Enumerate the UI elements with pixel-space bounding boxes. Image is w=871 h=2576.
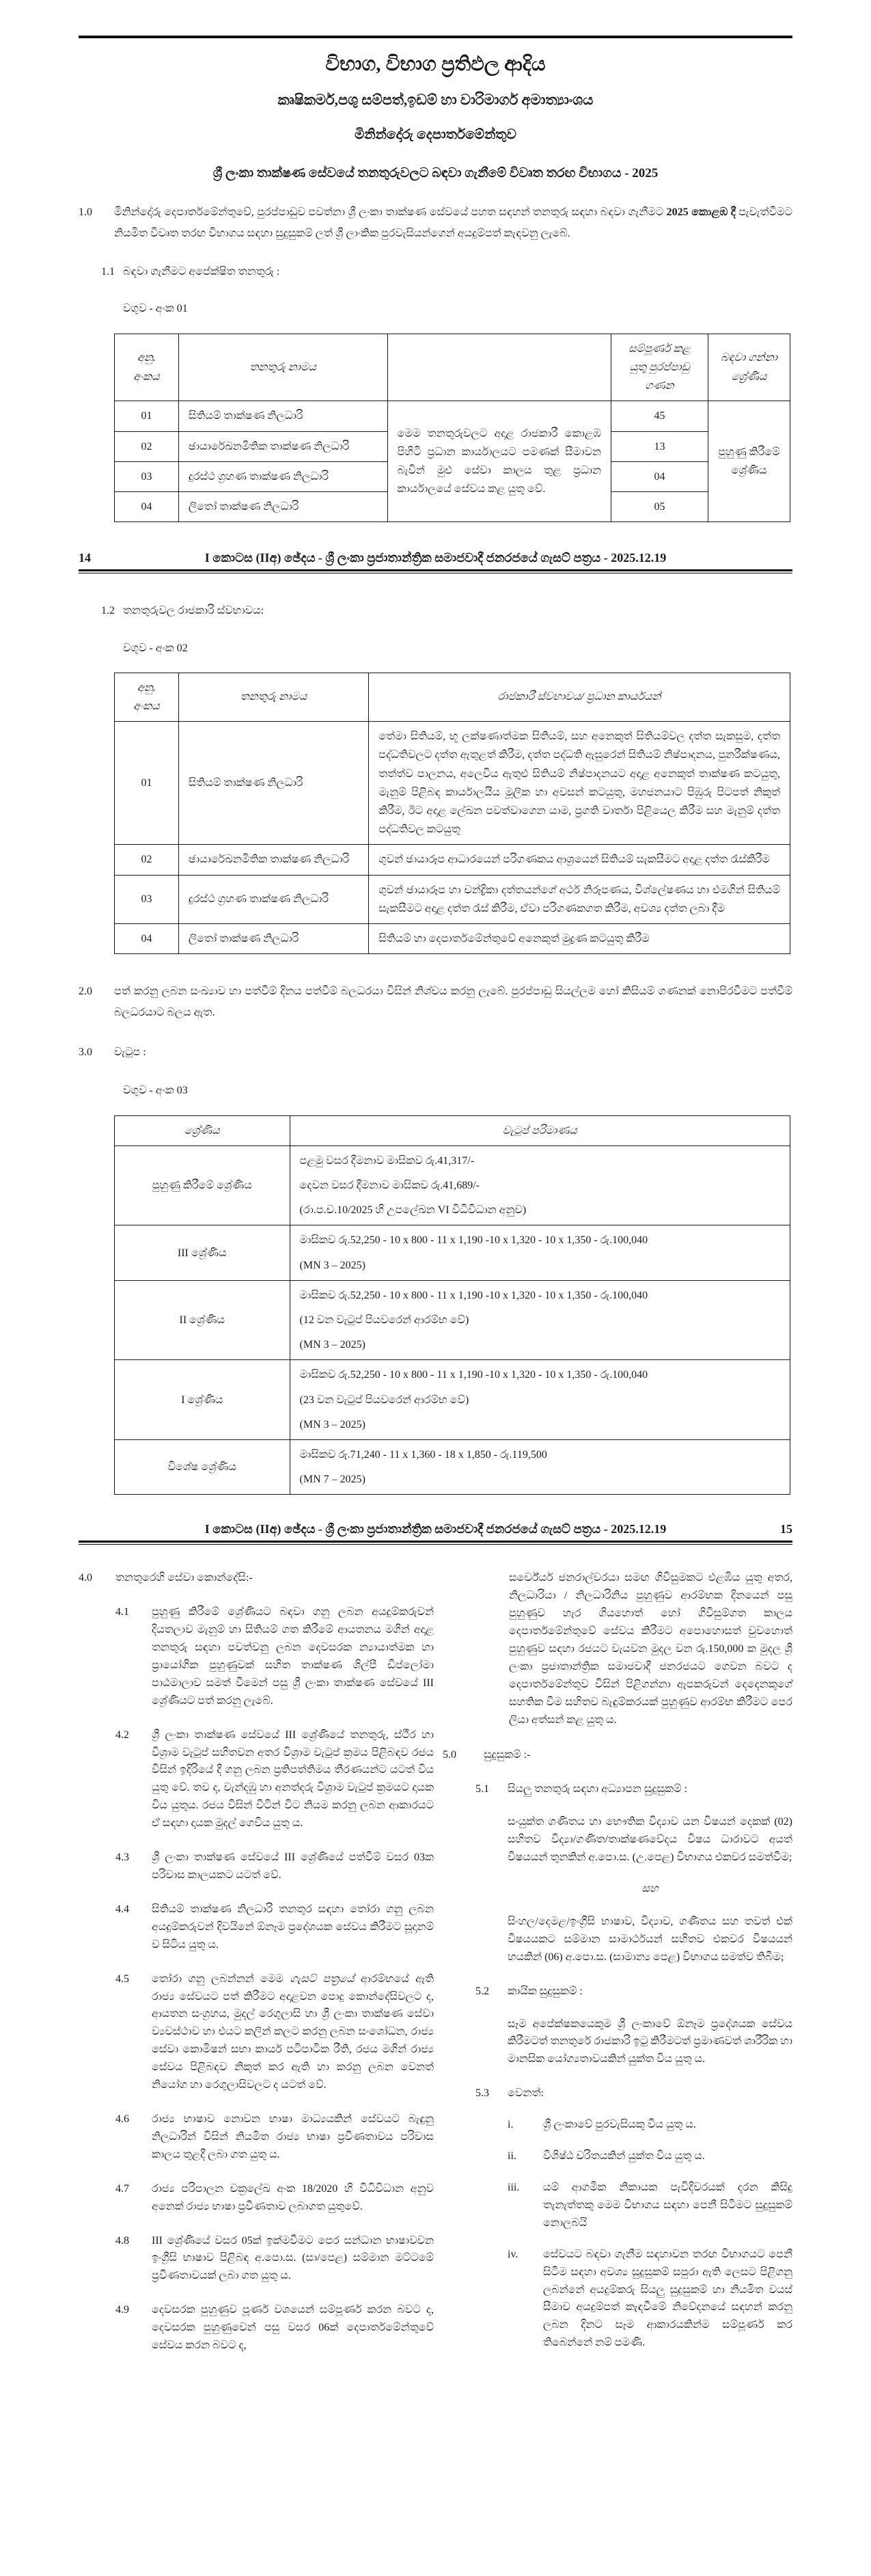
section-number: 5.2 — [475, 1985, 489, 1997]
section-4-0-label: තනතුරෙහි සේවා කොන්දේසි:- — [115, 1572, 253, 1584]
col-header-salary-scale: වැටුප් පරිමාණය — [290, 1115, 790, 1145]
col-header-empty — [387, 334, 611, 401]
salary-line: (MN 3 – 2025) — [299, 1418, 365, 1431]
left-column — [79, 1569, 434, 2355]
salary-line: මාසිකව රු.52,250 - 10 x 800 - 11 x 1,190 -10 x 1,320 - 10 x 1,350 - රු.100,040 — [299, 1234, 648, 1247]
table-row — [115, 1145, 790, 1225]
col-header-duties: රාජකාරී ස්වභාවය/ ප්‍රධාන කාර්යයන් — [369, 673, 790, 721]
table-row — [115, 401, 790, 431]
section-4-1 — [115, 1603, 434, 1709]
section-5-3 — [475, 2085, 792, 2102]
section-5-0-label: සුදුසුකම් :- — [484, 1749, 531, 1761]
cell-duties: ගුවන් ඡායාරූප හා චන්ද්‍රිකා දත්තයන්ගේ අර්ථ නිරූපණය, විශ්ලේෂණය හා එමගින් සිතියම් සැකසීමට අදාළ දත්ත රැස් කිරීම, ඒවා පරිගණකගත කිරීම, අවශ්‍ය දත්ත ලබා දීම — [369, 875, 790, 923]
section-number: 4.3 — [115, 1852, 129, 1864]
section-text: රාජ්‍ය භාෂාව නොවන භාෂා මාධ්‍යයකින් සේවයට බැඳුනු නිලධාරින් විසින් නියමිත රාජ්‍ය භාෂා ප්‍රවීණතාවය පරිවාස කාලය තුළදී ලබා ගත යුතු ය. — [152, 2113, 434, 2160]
vacancies-table — [114, 334, 790, 522]
section-3-0 — [79, 1042, 792, 1063]
list-item-ii — [508, 2147, 792, 2165]
cell-duties: තේමා සිතියම්, භූ ලක්ෂණාත්මක සිතියම්, සහ අනෙකුත් සිතියම්වල දත්ත සැකසුම, දත්ත පද්ධතිවලට දත්ත ඇතුළත් කිරීම, දත්ත පද්ධති ඇසුරෙන් සිතියම් නිෂ්පාදනය, පුනරීක්ෂණය, තත්ත්ව පාලනය, අලෙවිය ඇතුළු සිතියම් නිෂ්පාදනයට අදාළ අනෙකුත් තාක්ෂණ කටයුතු, මැනුම් පිළිබඳ කාර්යාලයීය මූලික හා අවසන් කටයුතු, මහජනයාට පිඹුරු පිටපත් නිකුත් කිරීම, ඊට අදාළ ලේඛන පවත්වාගෙන යාම, ප්‍රගති වාර්තා පිළියෙල කිරීම සහ මැනුම් දත්ත පද්ධතිවල කටයුතු — [369, 722, 790, 845]
table-header-row — [115, 334, 790, 401]
col-header-serial: අනු. අංකය — [115, 673, 179, 721]
text-segment: මිනින්දෝරු දෙපාර්තමේන්තුවේ, පුරප්පාඩුව පවත්නා ශ්‍රී ලංකා තාක්ෂණ සේවයේ පහත සඳහන් තනතුරු සඳහා බඳවා ගැනීමට — [114, 206, 667, 219]
col-header-grade: බඳවා ගන්නා ශ්‍රේණිය — [708, 334, 790, 401]
section-number: 4.8 — [115, 2234, 129, 2247]
item-numeral: ii. — [508, 2150, 516, 2163]
section-number: 1.1 — [101, 266, 115, 278]
section-3-0-label: වැටුප : — [114, 1046, 146, 1058]
table-row — [115, 1439, 790, 1494]
section-5-0 — [443, 1746, 792, 1764]
cell-duties: සිතියම් හා දෙපාර්තමේන්තුවේ අනෙකුත් මුද්‍රණ කටයුතු කිරීම — [369, 923, 790, 953]
cell-salary — [290, 1145, 790, 1225]
section-text: දෙවසරක පුහුණුව පූර්ණ වශයෙන් සම්පූර්ණ කරන බවට ද, දෙවසරක පුහුණුවෙන් පසු වසර 06ක් දෙපාර්තමේන්තුවේ සේවය කරන බවට ද, — [152, 2304, 434, 2352]
section-5-2-label: කායික සුදුසුකම් : — [508, 1985, 583, 1997]
cell-serial: 03 — [115, 461, 179, 491]
section-4-5 — [115, 1970, 434, 2094]
section-text: රාජ්‍ය පරිපාලන චක්‍රලේඛ අංක 18/2020 හි විධිවිධාන අනුව අනෙක් රාජ්‍ය භාෂා ප්‍රවීණතාව ලබාගත යුතුවේ. — [152, 2182, 434, 2212]
table-header-row — [115, 1115, 790, 1145]
text-segment: ආරම්භයේ ඇති රාජ්‍ය සේවයට පත් කිරීමට අදාළවන පොදු කොන්දේසිවලට ද, ආයතන සංග්‍රහය, මුදල් රෙගුලාසි හා ශ්‍රී ලංකා තාක්ෂණ සේවා ව්‍යවස්ථාව හා එයට කලින් කලට කරනු ලබන සංශෝධන, රාජ්‍ය සේවා කොමිෂන් සභා කාර්ය පටිපාටික රීති, රජය මගින් රාජ්‍ය සේවය පිළිබඳව නිකුත් කර ඇති හා කරනු ලබන වෙනත් නියෝග හා රෙගුලාසිවලට ද යටත් වේ. — [152, 1972, 434, 2091]
cell-post: ලිතෝ තාක්ෂණ නිලධාරි — [178, 491, 387, 521]
section-number: 2.0 — [79, 986, 92, 998]
page-number-15: 15 — [780, 1522, 792, 1536]
gazette-header-text: I කොටස (IIඅ) ඡේදය - ශ්‍රී ලංකා ප්‍රජාතාන්ත්‍රික සමාජවාදී ජනරජයේ ගැසට් පත්‍රය - 2025.12.19 — [204, 551, 667, 565]
cell-post: ඡායාරේඛනමිතික තාක්ෂණ නිලධාරි — [178, 845, 368, 875]
salary-line: (12 වන වැටුප් පියවරෙන් ආරම්භ වේ) — [299, 1314, 469, 1327]
item-text: සේවයට බඳවා ගැනීම සඳහාවන තරඟ විභාගයට පෙනී සිටීම සඳහා අවශ්‍ය සුදුසුකම් සපුරා ඇති ලෙසට පිළිගනු ලබන්නේ අයදුම්කරු සියලු සුදුසුකම් හා නියමිත වයස් සීමාව අයදුම්පත් කැඳවීමේ නිවේදනයේ සඳහන් කරනු ලබන දිනට සෑම ආකාරයකින්ම සම්පූර්ණ කර තිබෙන්නේ නම් පමණි. — [543, 2248, 792, 2349]
cell-serial: 01 — [115, 722, 179, 845]
cell-vacancies: 13 — [611, 431, 708, 461]
italic-segment: ගැසට් පත්‍රයේ — [290, 1972, 355, 1985]
cell-serial: 02 — [115, 845, 179, 875]
section-5-1-qualification-1: සංයුක්ත ගණිතය හා භෞතික විද්‍යාව යන විෂයන් දෙකක් (02) සහිතව විද්‍යා/ගණිත/තාක්ෂණවේදය විෂය ධාරාවට අයත් විෂයයන් තුනකින් අ.පො.ස. (උ.පෙළ) විභාගය එකවර සමත්වීම; — [508, 1816, 792, 1864]
cell-post: දුරස්ථ ග්‍රහණ තාක්ෂණ නිලධාරි — [178, 461, 387, 491]
col-header-grade: ශ්‍රේණිය — [115, 1115, 290, 1145]
cell-salary — [290, 1280, 790, 1360]
section-number: 4.6 — [115, 2113, 129, 2125]
exam-title-heading: ශ්‍රී ලංකා තාක්ෂණ සේවයේ තනතුරුවලට බඳවා ගැනීමේ විවෘත තරඟ විභාගය - 2025 — [212, 166, 659, 181]
cell-grade: පුහුණු කිරීමේ ශ්‍රේණිය — [708, 401, 790, 522]
section-text: III ශ්‍රේණියේ වසර 05ක් ඉක්මවීමට පෙර සන්ධාන භාෂාවවන ඉංග්‍රීසි භාෂාව පිළිබඳ අ.පො.ස. (සා/පෙළ) සම්මාන මට්ටමේ ප්‍රවීණතාවයක් ලබා ගත යුතු ය. — [152, 2234, 434, 2282]
table-header-row — [115, 673, 790, 721]
section-text: සිතියම් තාක්ෂණ නිලධාරි තනතුර සඳහා තෝරා ගනු ලබන අයදුම්කරුවන් දිවයිනේ ඕනෑම ප්‍රදේශයක සේවය කිරීමට සූදානම් ව සිටිය යුතු ය. — [152, 1903, 434, 1951]
section-2-0-text: පත් කරනු ලබන සංඛ්‍යාව හා පත්වීම් දිනය පත්වීම් බලධරයා විසින් නිශ්චය කරනු ලැබේ. පුරප්පාඩු සියල්ලම හෝ කිසියම් ගණනක් නොපිරවීමට පත්වීම් බලධරයාට බලය ඇත. — [114, 986, 792, 1018]
section-number: 4.4 — [115, 1903, 129, 1915]
section-number: 1.0 — [79, 206, 92, 219]
section-4-9 — [115, 2301, 434, 2355]
section-5-1 — [475, 1780, 792, 1798]
cell-grade: III ශ්‍රේණිය — [115, 1225, 290, 1280]
cell-salary — [290, 1225, 790, 1280]
section-4-3 — [115, 1849, 434, 1884]
section-number: 3.0 — [79, 1046, 92, 1058]
section-1-2 — [101, 601, 792, 621]
section-2-0 — [79, 981, 792, 1023]
salary-line: මාසිකව රු.52,250 - 10 x 800 - 11 x 1,190 -10 x 1,320 - 10 x 1,350 - රු.100,040 — [299, 1369, 648, 1381]
right-column — [443, 1569, 792, 2355]
section-4-6 — [115, 2111, 434, 2164]
top-rule — [79, 36, 792, 38]
bold-segment: 2025 කොළඹ දී — [666, 206, 736, 219]
double-rule — [79, 1541, 792, 1545]
cell-note: මෙම තනතුරුවලට අදාළ රාජකාරී කොළඹ පිහිටි ප්‍රධාන කාර්යාලයට පමණක් සීමාවන බැවින් මුළු සේවා කාලය තුළ ප්‍රධාන කාර්යාලයේ සේවය කළ යුතු වේ. — [387, 401, 611, 522]
table-row — [115, 875, 790, 923]
section-text: පුහුණු කිරීමේ ශ්‍රේණියට බඳවා ගනු ලබන අයදුම්කරුවන් දියතලාව මැනුම් හා සිතියම් ගත කිරීමේ ආයතනය මගින් අදාළ තනතුරු සඳහා පවත්වනු ලබන දෙවසරක න්‍යායාත්මක හා ප්‍රායෝගික පුහුණුවක් සහිත තාක්ෂණ ශිල්පී ඩිප්ලෝමා පාඨමාලාව සමත් වීමෙන් පසු ශ්‍රී ලංකා තාක්ෂණ සේවයේ III ශ්‍රේණියට පත් කරනු ලැබේ. — [152, 1606, 434, 1707]
table-row — [115, 722, 790, 845]
section-number: 4.2 — [115, 1728, 129, 1741]
salary-line: (MN 3 – 2025) — [299, 1339, 365, 1351]
salary-line: (රා.ප.ච.10/2025 හි උපලේඛන VI විධිවිධාන අනුව) — [299, 1204, 527, 1217]
salary-line: (23 වන වැටුප් පියවරෙන් ආරම්භ වේ) — [299, 1394, 469, 1406]
list-item-i — [508, 2116, 792, 2134]
section-number: 4.5 — [115, 1972, 129, 1985]
section-text: ශ්‍රී ලංකා තාක්ෂණ සේවයේ III ශ්‍රේණියේ තනතුරු, ස්ථීර හා විශ්‍රාම වැටුප් සහිතවන අතර විශ්‍රාම වැටුප් ක්‍රමය පිළිබඳව රජය විසින් ඉදිරියේ දී ගනු ලබන ප්‍රතිපත්තිමය තීරණයන්ට යටත් විය යුතු වේ. තව ද, වැන්දඹු හා අනත්දරු විශ්‍රාම වැටුප් ක්‍රමයට දායක විය යුතුය. රජය විසින් විටින් විට නියම කරනු ලබන ආකාරයට ඒ සඳහා දායක මුදල් ගෙවිය යුතු ය. — [152, 1728, 434, 1830]
item-text: යම් ආගමික නිකායක පැවිදිවරයක් දරන කිසිදු තැනැත්තකු මෙම විභාගය සඳහා පෙනී සිටීමට සුදුසුකම් නොලබයි — [543, 2181, 792, 2229]
cell-serial: 04 — [115, 923, 179, 953]
section-5-3-label: වෙනත්: — [508, 2087, 544, 2100]
table3-label: වගුව - අංක 03 — [123, 1085, 188, 1097]
cell-salary — [290, 1360, 790, 1440]
cell-vacancies: 05 — [611, 491, 708, 521]
section-number: 1.2 — [101, 605, 115, 617]
item-text: විශිෂ්ඨ චරිතයකින් යුක්ත විය යුතු ය. — [543, 2150, 705, 2163]
department-heading: මිනින්දෝරු දෙපාර්තමේන්තුව — [355, 127, 516, 143]
ministry-heading: කෘෂිකර්ම,පශු සම්පත්,ඉඩම් හා වාරිමාර්ග අමාත්‍යාංශය — [277, 92, 594, 109]
table-row — [115, 1360, 790, 1440]
page-number-14: 14 — [79, 551, 91, 565]
table2-label: වගුව - අංක 02 — [123, 642, 188, 654]
salary-table — [114, 1115, 790, 1495]
section-number: 4.0 — [79, 1572, 92, 1584]
col-header-post: තනතුරු නාමය — [178, 673, 368, 721]
cell-post: සිතියම් තාක්ෂණ නිලධාරි — [178, 722, 368, 845]
salary-line: (MN 3 – 2025) — [299, 1259, 365, 1271]
double-rule — [79, 569, 792, 573]
item-numeral: iv. — [508, 2248, 519, 2260]
cell-serial: 03 — [115, 875, 179, 923]
item-text: ශ්‍රී ලංකාවේ පුරවැසියකු විය යුතු ය. — [543, 2119, 696, 2131]
list-item-iv — [508, 2246, 792, 2352]
salary-line: (MN 7 – 2025) — [299, 1474, 365, 1486]
gazette-running-header-15 — [79, 1522, 792, 1536]
item-numeral: iii. — [508, 2181, 520, 2193]
and-connector: සහ — [641, 1883, 659, 1895]
col-header-post: තනතුරු නාමය — [178, 334, 387, 401]
page-content — [79, 36, 792, 2355]
salary-line: මාසිකව රු.71,240 - 11 x 1,360 - 18 x 1,850 - රු.119,500 — [299, 1448, 547, 1461]
gazette-header-text: I කොටස (IIඅ) ඡේදය - ශ්‍රී ලංකා ප්‍රජාතාන්ත්‍රික සමාජවාදී ජනරජයේ ගැසට් පත්‍රය - 2025.12.19 — [204, 1522, 667, 1536]
cell-vacancies: 45 — [611, 401, 708, 431]
col-header-serial: අනු. අංකය — [115, 334, 179, 401]
section-number: 4.1 — [115, 1606, 129, 1618]
duties-table — [114, 673, 790, 954]
cell-serial: 02 — [115, 431, 179, 461]
cell-serial: 04 — [115, 491, 179, 521]
section-1-2-label: තනතුරුවල රාජකාරි ස්වභාවය: — [123, 605, 264, 617]
cell-post: ලිතෝ තාක්ෂණ නිලධාරි — [178, 923, 368, 953]
section-text — [152, 1970, 434, 2094]
section-1-0 — [79, 202, 792, 244]
section-number: 4.9 — [115, 2304, 129, 2316]
text-segment: තෝරා ගනු ලබන්නන් මෙම — [152, 1972, 290, 1985]
table-row — [115, 845, 790, 875]
list-item-iii — [508, 2179, 792, 2232]
section-5-1-label: සියලු තනතුරු සඳහා අධ්‍යාපන සුදුසුකම් : — [508, 1783, 687, 1795]
salary-line: මාසිකව රු.52,250 - 10 x 800 - 11 x 1,190 -10 x 1,320 - 10 x 1,350 - රු.100,040 — [299, 1289, 648, 1301]
salary-line: පළමු වසර දීමනාව මාසිකව රු.41,317/- — [299, 1154, 475, 1167]
cell-grade: පුහුණු කිරීමේ ශ්‍රේණිය — [115, 1145, 290, 1225]
section-4-7 — [115, 2180, 434, 2216]
cell-grade: I ශ්‍රේණිය — [115, 1360, 290, 1440]
section-number: 4.7 — [115, 2182, 129, 2195]
table1-label: වගුව - අංක 01 — [123, 303, 188, 315]
gazette-running-header-14 — [79, 551, 792, 565]
text-segment: පැවැත්වීමට නියමිත විවෘත තරඟ විභාගය සඳහා සුදුසුකම් ලත් ශ්‍රී ලාංකික පුරවැසියන්ගෙන් අයදුම්පත් කැඳවනු ලැබේ. — [114, 206, 792, 239]
cell-vacancies: 04 — [611, 461, 708, 491]
section-number: 5.1 — [475, 1783, 489, 1795]
cell-duties: ගුවන් ඡායාරූප ආධාරයෙන් පරිගණකය ආශ්‍රයෙන් සිතියම් සැකසීමට අදාළ දත්ත රැස්කිරීම — [369, 845, 790, 875]
item-numeral: i. — [508, 2119, 514, 2131]
section-text: ශ්‍රී ලංකා තාක්ෂණ සේවයේ III ශ්‍රේණියේ පත්වීම් වසර 03ක පරිවාස කාලයකට යටත් වේ. — [152, 1852, 434, 1882]
section-1-1 — [101, 262, 792, 282]
section-1-1-label: බඳවා ගැනීමට අපේක්ෂිත තනතුරු : — [123, 266, 280, 278]
section-4-8 — [115, 2232, 434, 2286]
table-row — [115, 1225, 790, 1280]
section-5-1-qualification-2: සිංහල/දෙමළ/ඉංග්‍රීසි භාෂාව, විද්‍යාව, ගණිතය සහ තවත් එක් විෂයයකට සම්මාන සාමාර්ථයන් සහිතව එකවර විෂයයන් හයකින් (06) අ.පො.ස. (සාමාන්‍ය පෙළ) විභාගය සමත්ව තිබීම; — [508, 1915, 792, 1963]
cell-grade: II ශ්‍රේණිය — [115, 1280, 290, 1360]
section-number: 5.0 — [443, 1749, 456, 1761]
col-header-vacancies: සම්පූර්ණ කළ යුතු පුරප්පාඩු ගණන — [611, 334, 708, 401]
cell-post: ඡායාරේඛනමිතික තාක්ෂණ නිලධාරි — [178, 431, 387, 461]
salary-line: දෙවන වසර දීමනාව මාසිකව රු.41,689/- — [299, 1180, 480, 1192]
section-5-2-text: සෑම අපේක්ෂකයෙකුම ශ්‍රී ලංකාවේ ඕනෑම ප්‍රදේශයක සේවය කිරීමටත් තනතුරේ රාජකාරි ඉටු කිරීමටත් ප්‍රමාණවත් ශාරීරික හා මානසික යෝග්‍යතාවයකින් යුක්ත විය යුතු ය. — [508, 2018, 792, 2065]
section-4-4 — [115, 1901, 434, 1954]
section-4-2 — [115, 1726, 434, 1832]
cell-post: සිතියම් තාක්ෂණ නිලධාරි — [178, 401, 387, 431]
two-column-section — [79, 1569, 792, 2355]
cell-post: දුරස්ථ ග්‍රහණ තාක්ෂණ නිලධාරි — [178, 875, 368, 923]
section-4-0 — [79, 1569, 434, 1587]
section-5-2 — [475, 1983, 792, 2001]
section-number: 5.3 — [475, 2087, 489, 2100]
cell-serial: 01 — [115, 401, 179, 431]
cell-grade: විශේෂ ශ්‍රේණිය — [115, 1439, 290, 1494]
section-1-0-text — [114, 202, 792, 244]
section-4-9-continuation: සර්වේයර් ජනරාල්වරයා සමඟ ගිවිසුමකට එළඹිය යුතු අතර, නිලධාරියා / නිලධාරිනිය පුහුණුව ආරම්භක දිනයෙන් පසු පුහුණුව හැර ගියහොත් හෝ ගිවිසුම්ගත කාලය දෙපාර්තමේන්තුවේ සේවය කිරීමට අපොහොසත් වුවහොත් පුහුණුව සඳහා රජයට වැයවන මුදල වන රු.150,000 ක මුදල ශ්‍රී ලංකා ප්‍රජාතාන්ත්‍රික සමාජවාදී ජනරජයට ගෙවන බවට ද දෙපාර්තමේන්තුව විසින් පිළිගන්නා ඇපකරුවන් දෙදෙනකුගේ සහතික වීම සහිතව බැඳුම්කරයක් පුහුණුව ආරම්භ කිරීමට පෙර ලියා අත්සන් කළ යුතු ය. — [509, 1572, 792, 1726]
table-row — [115, 923, 790, 953]
cell-salary — [290, 1439, 790, 1494]
table-row — [115, 1280, 790, 1360]
page-title: විභාග, විභාග ප්‍රතිඵල ආදිය — [325, 53, 546, 75]
